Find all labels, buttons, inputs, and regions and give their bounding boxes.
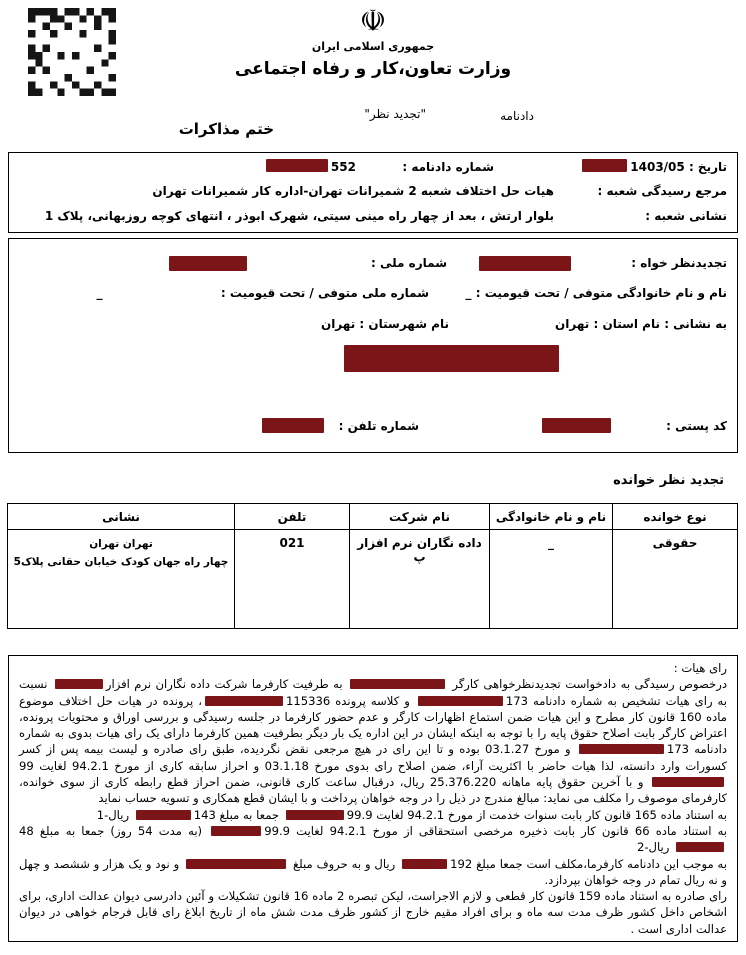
province-label: نام استان : [593, 317, 660, 331]
doc-type-label: دادنامه [500, 109, 534, 123]
redacted-text [286, 810, 344, 820]
cell-phone: 021 [235, 530, 350, 629]
date-value: 1403/05 [630, 160, 685, 174]
province-value: تهران [555, 317, 590, 331]
col-respondent-type: نوع خوانده [613, 504, 738, 530]
verdict-box [8, 655, 738, 942]
date-label: تاریخ : [688, 160, 727, 174]
redacted-text [652, 777, 724, 787]
verdict-paragraph: به موجب این دادنامه کارفرما،مکلف است جمعا مبلغ 192 ریال و به حروف مبلغ و نود و یک هزار و ششصد و چهل و نه ریال تمام در وجه خواهان بپردازد. [19, 856, 727, 887]
appellant-label-text: تجدیدنظر خواه : [631, 256, 727, 270]
branch-address-label [645, 209, 727, 223]
redacted-text [402, 859, 447, 869]
respondent-address-line2: چهار راه جهان کودک خیابان حقانی پلاک5 [13, 555, 229, 568]
deceased-id-value: _ [96, 286, 103, 300]
session-status-label: ختم مذاکرات [178, 120, 274, 138]
redacted-phone [262, 418, 324, 433]
field-deceased-id [97, 286, 429, 300]
cell-address [8, 530, 235, 629]
document-header [0, 4, 746, 79]
phone-label-text: شماره تلفن : [338, 419, 419, 433]
authority-label-text: مرجع رسیدگی شعبه : [597, 184, 727, 198]
respondent-header-row [8, 504, 738, 530]
verdict-paragraph: درخصوص رسیدگی به دادخواست تجدیدنظرخواهی کارگر به طرفیت کارفرما شرکت داده نگاران نرم افزار نسبت به رای هیات تشخیص به شماره دادنامه 173 و کلاسه پرونده 115336، پرونده در هیات حل اختلاف موضوع ماده 160 قانون کار مطرح و این هیات ضمن استماع اظهارات کارگر و عدم حضور کارفرما در جلسه رسیدگی و بررسی اوراق و محتویات پرونده، اعتراض کارگر بابت اصلاح حقوق پایه را با توجه به اینکه ایشان در این اداره یک بار دیگر بطرفیت همین کارفرما دارای یک رای هیات بدوی به شماره دادنامه 173 و مورخ 03.1.27 بوده و تا این رای در هیچ مرجعی نقض نگردیده، طبق رای صادره و لیست بیمه پس از کسر کسورات وارد دانسته، لذا هیات حاضر با اکثریت آراء، ضمن اصلاح رای بدوی مورخ 03.1.18 و احراز سابقه کاری از مورخ 94.2.1 لغایت 99 و با آخرین حقوق پایه ماهانه 25.376.220 ریال، درقبال ساعت کاری قانونی، ضمن احراز قطع رابطه کاری از سوی خوانده، کارفرمای موصوف را مکلف می نماید: مبالغ مندرج در ذیل را در وجه خواهان پرداخت و با ایشان قطع همکاری و تسویه حساب نماید [19, 677, 728, 806]
deceased-name-value: _ [465, 286, 472, 300]
verdict-number-value: 552 [330, 160, 356, 174]
redacted-text [55, 679, 103, 689]
field-county [321, 317, 449, 331]
deceased-name-label: نام و نام خانوادگی متوفی / تحت قیومیت : [475, 286, 727, 300]
verdict-paragraph: به استناد ماده 66 قانون کار بابت ذخیره مرخصی استحقاقی از مورخ 94.2.1 لغایت 99.9 (به مدت 54 روز) جمعا به مبلغ 48 ریال-2 [19, 823, 728, 855]
redacted-text [136, 810, 191, 820]
field-date [579, 159, 727, 174]
redacted-text [676, 842, 724, 852]
verdict-title: رای هیات : [673, 661, 727, 675]
redacted-national-id [169, 256, 247, 271]
redacted-text [418, 696, 503, 706]
cell-respondent-type: حقوقی [613, 530, 738, 629]
redacted-text [205, 696, 283, 706]
country-title: جمهوری اسلامی ایران [311, 40, 435, 53]
redacted-postal-code [542, 418, 611, 433]
cell-company-name: داده نگاران نرم افزار پ [350, 530, 490, 629]
respondent-address-line1: تهران تهران [89, 538, 153, 550]
field-verdict-number [263, 159, 494, 174]
appellant-label [631, 256, 727, 270]
county-label: نام شهرستان : [359, 317, 449, 331]
redacted-text [579, 744, 664, 754]
redacted-address [344, 345, 559, 372]
case-info-box [8, 152, 738, 233]
national-id-label-text: شماره ملی : [371, 256, 447, 270]
postal-code-label-text: کد پستی : [666, 419, 727, 433]
appeal-tag-label: "تجدید نظر" [364, 107, 426, 121]
county-value: تهران [320, 317, 356, 331]
authority-value [152, 184, 554, 198]
col-full-name: نام و نام خانوادگی [490, 504, 613, 530]
national-id-label [371, 256, 447, 270]
respondent-table [7, 503, 738, 629]
redacted-verdict-number [266, 159, 328, 172]
authority-label [598, 184, 727, 198]
verdict-body [19, 676, 727, 937]
redacted-text [186, 859, 286, 869]
cell-full-name: _ [490, 530, 613, 629]
col-phone: تلفن [235, 504, 350, 530]
col-address: نشانی [8, 504, 235, 530]
branch-address-value [45, 209, 554, 223]
field-province [555, 317, 727, 331]
deceased-id-label: شماره ملی متوفی / تحت قیومیت : [220, 286, 429, 300]
phone-label [339, 419, 419, 433]
respondent-data-row [8, 530, 738, 629]
address-label: به نشانی : [664, 317, 727, 331]
verdict-paragraph: رای صادره به استناد ماده 159 قانون کار قطعی و لازم الاجراست، لیکن تبصره 2 ماده 16 قانون تشکیلات و آئین دادرسی دیوان عدالت اداری، برای اشخاص داخل کشور ظرف مدت سه ماه و برای افراد مقیم خارج از کشور ظرف مدت شش ماه از تاریخ ابلاغ رای قابل فرجام خواهی در دیوان عدالت اداری است . [19, 889, 727, 936]
ministry-title: وزارت تعاون،کار و رفاه اجتماعی [234, 59, 512, 79]
redacted-date [582, 159, 627, 172]
redacted-text [211, 826, 261, 836]
authority-value-text: هیات حل اختلاف شعبه 2 شمیرانات تهران-اداره کار شمیرانات تهران [152, 184, 554, 198]
field-deceased-name [466, 286, 727, 300]
appellant-info-box [8, 238, 738, 453]
respondent-table-wrapper [8, 503, 738, 629]
branch-address-value-text: بلوار ارتش ، بعد از چهار راه مینی سیتی، شهرک ابوذر ، انتهای کوچه روزبهانی، پلاک 1 [44, 209, 554, 223]
verdict-paragraph: به استناد ماده 165 قانون کار بابت سنوات خدمت از مورخ 94.2.1 لغایت 99.9 جمعا به مبلغ 143 ریال-1 [96, 807, 727, 822]
respondent-heading: تجدید نظر خوانده [613, 473, 724, 488]
col-company-name: نام شرکت [350, 504, 490, 530]
redacted-text [350, 679, 445, 689]
branch-address-label-text: نشانی شعبه : [645, 209, 727, 223]
iran-emblem-icon: ☫ [359, 4, 387, 39]
redacted-appellant-name [479, 256, 571, 271]
verdict-number-label: شماره دادنامه : [402, 160, 494, 174]
postal-code-label [666, 419, 727, 433]
